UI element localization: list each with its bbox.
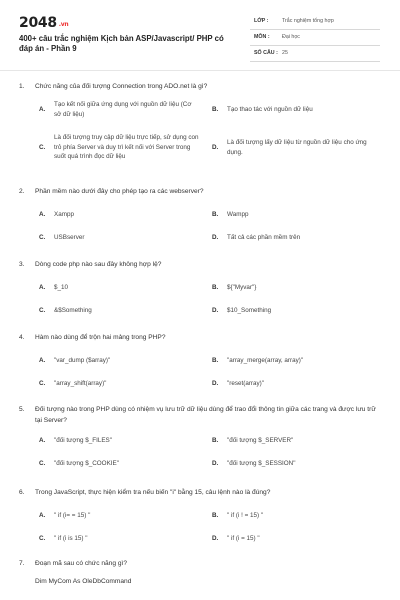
option-text: "array_shift(array)" bbox=[54, 380, 107, 387]
option-letter: A. bbox=[39, 437, 46, 444]
option-text: &$Something bbox=[54, 307, 92, 314]
option-b[interactable] bbox=[212, 283, 377, 293]
meta-value: Trắc nghiệm tổng hợp bbox=[282, 18, 334, 24]
logo-suffix: .vn bbox=[58, 21, 69, 28]
meta-row-class bbox=[250, 14, 380, 30]
option-text: "đối tượng $_SESSION" bbox=[227, 460, 296, 467]
option-c[interactable] bbox=[39, 534, 199, 544]
option-text: "var_dump ($array)" bbox=[54, 357, 111, 364]
question-number: 3. bbox=[19, 261, 25, 268]
option-letter: B. bbox=[212, 357, 219, 364]
site-logo[interactable] bbox=[19, 15, 68, 31]
meta-table bbox=[250, 14, 380, 62]
question-stem bbox=[19, 81, 384, 92]
question-number: 1. bbox=[19, 83, 25, 90]
question-number: 2. bbox=[19, 188, 25, 195]
option-a[interactable] bbox=[39, 210, 199, 220]
option-c[interactable] bbox=[39, 459, 199, 469]
question-text: Chức năng của đối tượng Connection trong ADO.net là gì? bbox=[35, 83, 208, 90]
option-text: ${"Myvar"} bbox=[227, 284, 257, 291]
option-text: " if (i ! = 15) " bbox=[227, 512, 264, 519]
option-text: "reset(array)" bbox=[227, 380, 265, 387]
option-text: " if (i is 15) " bbox=[54, 535, 88, 542]
option-text: Tạo thao tác với nguồn dữ liệu bbox=[227, 106, 313, 113]
option-d[interactable] bbox=[212, 138, 377, 157]
option-c[interactable] bbox=[39, 306, 199, 316]
question-number: 4. bbox=[19, 334, 25, 341]
option-letter: C. bbox=[39, 380, 46, 387]
option-letter: C. bbox=[39, 144, 46, 151]
option-text: "đối tượng $_SERVER" bbox=[227, 437, 294, 444]
option-text: Tạo kết nối giữa ứng dụng với nguồn dữ liệu (Cơ sở dữ liệu) bbox=[54, 101, 192, 118]
option-letter: A. bbox=[39, 512, 46, 519]
option-letter: D. bbox=[212, 307, 219, 314]
option-c[interactable] bbox=[39, 379, 199, 389]
option-b[interactable] bbox=[212, 511, 377, 521]
question-7 bbox=[19, 558, 384, 585]
option-letter: C. bbox=[39, 234, 46, 241]
option-b[interactable] bbox=[212, 436, 377, 446]
logo-text: 2048 bbox=[19, 15, 57, 31]
option-b[interactable] bbox=[212, 210, 377, 220]
option-letter: D. bbox=[212, 234, 219, 241]
option-a[interactable] bbox=[39, 436, 199, 446]
option-d[interactable] bbox=[212, 459, 377, 469]
option-d[interactable] bbox=[212, 379, 377, 389]
option-letter: B. bbox=[212, 437, 219, 444]
question-text: Dòng code php nào sau đây không hợp lệ? bbox=[35, 261, 162, 268]
question-text: Hàm nào dùng để trộn hai mảng trong PHP? bbox=[35, 334, 166, 341]
option-letter: A. bbox=[39, 284, 46, 291]
option-text: " if (i= = 15) " bbox=[54, 512, 91, 519]
meta-row-count bbox=[250, 46, 380, 62]
option-letter: C. bbox=[39, 535, 46, 542]
document-title: 400+ câu trắc nghiệm Kịch bản ASP/Javascript/ PHP có đáp án - Phần 9 bbox=[19, 34, 224, 53]
option-d[interactable] bbox=[212, 233, 377, 243]
option-a[interactable] bbox=[39, 100, 199, 119]
option-letter: C. bbox=[39, 307, 46, 314]
question-5 bbox=[19, 404, 384, 467]
meta-key: SỐ CÂU : bbox=[254, 50, 278, 56]
question-1 bbox=[19, 81, 384, 160]
question-text: Đối tượng nào trong PHP dùng có nhiệm vụ lưu trữ dữ liệu dùng để trao đổi thông tin giữa các trang và được lưu trữ tại Server? bbox=[35, 406, 376, 424]
code-snippet: Dim MyCom As OleDbCommand bbox=[35, 578, 132, 585]
option-text: "array_merge(array, array)" bbox=[227, 357, 304, 364]
option-letter: B. bbox=[212, 211, 219, 218]
option-letter: B. bbox=[212, 284, 219, 291]
option-letter: D. bbox=[212, 535, 219, 542]
option-letter: A. bbox=[39, 211, 46, 218]
question-stem bbox=[19, 259, 384, 270]
option-b[interactable] bbox=[212, 105, 377, 115]
option-text: " if (i = 15) " bbox=[227, 535, 260, 542]
option-text: $10_Something bbox=[227, 307, 272, 314]
question-stem bbox=[19, 558, 384, 569]
option-text: Là đối tượng lấy dữ liệu từ nguồn dữ liệu cho ứng dụng. bbox=[227, 139, 367, 156]
option-text: "đối tượng $_FILES" bbox=[54, 437, 112, 444]
meta-value: 25 bbox=[282, 50, 288, 56]
option-text: Tất cả các phần mềm trên bbox=[227, 234, 301, 241]
option-d[interactable] bbox=[212, 306, 377, 316]
meta-row-subject bbox=[250, 30, 380, 46]
question-4 bbox=[19, 332, 384, 387]
option-letter: B. bbox=[212, 512, 219, 519]
option-text: Xampp bbox=[54, 211, 74, 218]
option-a[interactable] bbox=[39, 356, 199, 366]
option-letter: A. bbox=[39, 357, 46, 364]
option-letter: A. bbox=[39, 106, 46, 113]
option-letter: C. bbox=[39, 460, 46, 467]
question-stem bbox=[19, 186, 384, 197]
meta-key: MÔN : bbox=[254, 34, 270, 40]
option-a[interactable] bbox=[39, 283, 199, 293]
option-text: Là đối tượng truy cập dữ liệu trực tiếp, sử dụng con trỏ phía Server và duy trì kết nối với Server trong suốt quá trình đọc dữ liệu bbox=[54, 134, 199, 160]
option-text: Wampp bbox=[227, 211, 249, 218]
question-stem bbox=[19, 487, 384, 498]
option-text: $_10 bbox=[54, 284, 69, 291]
option-d[interactable] bbox=[212, 534, 377, 544]
option-b[interactable] bbox=[212, 356, 377, 366]
question-text: Đoạn mã sau có chức năng gì? bbox=[35, 560, 128, 567]
document-header bbox=[0, 0, 400, 66]
question-number: 7. bbox=[19, 560, 25, 567]
question-stem bbox=[19, 332, 384, 343]
question-text: Phần mềm nào dưới đây cho phép tạo ra các webserver? bbox=[35, 188, 204, 195]
question-number: 5. bbox=[19, 406, 25, 413]
option-letter: B. bbox=[212, 106, 219, 113]
option-letter: D. bbox=[212, 380, 219, 387]
option-text: "đối tượng $_COOKIE" bbox=[54, 460, 119, 467]
question-2 bbox=[19, 186, 384, 241]
meta-key: LỚP : bbox=[254, 18, 269, 24]
question-number: 6. bbox=[19, 489, 25, 496]
option-c[interactable] bbox=[39, 233, 199, 243]
meta-value: Đại học bbox=[282, 34, 300, 40]
header-divider bbox=[0, 70, 400, 71]
question-stem bbox=[19, 404, 384, 426]
question-3 bbox=[19, 259, 384, 314]
option-letter: D. bbox=[212, 460, 219, 467]
question-text: Trong JavaScript, thực hiện kiểm tra nếu biến "i" bằng 15, câu lệnh nào là đúng? bbox=[35, 489, 271, 496]
question-6 bbox=[19, 487, 384, 542]
option-text: USBserver bbox=[54, 234, 85, 241]
option-a[interactable] bbox=[39, 511, 199, 521]
option-letter: D. bbox=[212, 144, 219, 151]
option-c[interactable] bbox=[39, 133, 199, 162]
